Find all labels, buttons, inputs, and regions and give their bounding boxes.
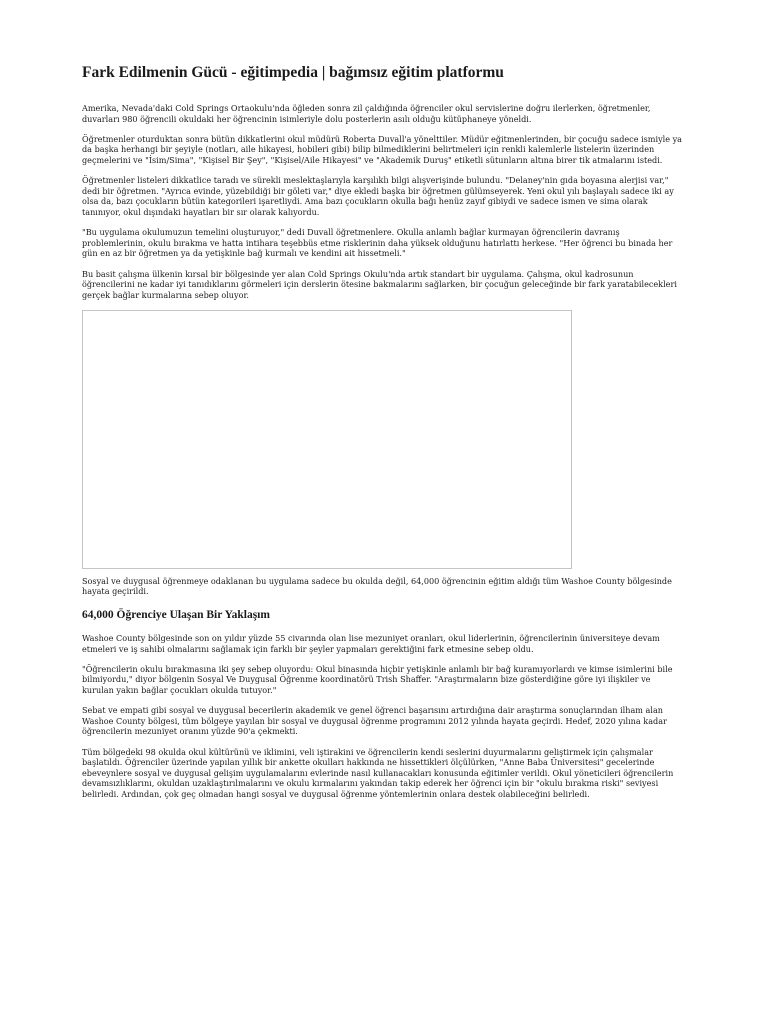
paragraph: Amerika, Nevada'daki Cold Springs Ortaokulu'nda öğleden sonra zil çaldığında öğrenciler okul servislerine doğru ilerlerken, öğretmenler, duvarları 980 öğrencili okuldaki her öğrencinin isimleriyle dolu posterlerin asılı olduğu kütüphaneye yöneldi.	[82, 103, 651, 124]
paragraph: "Bu uygulama okulumuzun temelini oluşturuyor," dedi Duvall öğretmenlere. Okulla anlamlı bağlar kurmayan öğrencilerin davranış problemlerinin, okulu bırakma ve hatta intihara teşebbüs etme risklerinin daha yüksek olduğunu hatırlattı herkese. "Her öğrenci bu binada her gün en az bir öğretmen ya da yetişkinle bağ kurmalı ve kendini ait hissetmeli."	[82, 227, 673, 259]
paragraph: Bu basit çalışma ülkenin kırsal bir bölgesinde yer alan Cold Springs Okulu'nda artık standart bir uygulama. Çalışma, okul kadrosunun öğrencilerini ne kadar iyi tanıdıklarını görmeleri için derslerin ötesine bakmalarını sağlarken, bir çocuğun geleceğinde bir fark yaratabilecekleri gerçek bağlar kurmalarına sebep oluyor.	[82, 268, 677, 300]
paragraph: Washoe County bölgesinde son on yıldır yüzde 55 civarında olan lise mezuniyet oranları, okul liderlerinin, öğrencilerinin üniversiteye devam etmeleri ve iş sahibi olmalarını sağlamak için farklı bir şeyler yapmaları gerektiğini fark etmesine sebep oldu.	[82, 633, 660, 654]
paragraph: Tüm bölgedeki 98 okulda okul kültürünü ve iklimini, veli iştirakini ve öğrencilerin kendi seslerini duyurmalarını geliştirmek için çalışmalar başlatıldı. Öğrenciler üzerinde yapılan yıllık bir ankette okulları hakkında ne hissettikleri ölçülürken, "Anne Baba Üniversitesi" gecelerinde ebeveynlere sosyal ve duygusal gelişim uygulamalarını evlerinde nasıl kullanacakları konusunda eğitimler verildi. Okul yöneticileri öğrencilerin devamsızlıklarını, okuldan uzaklaştırılmalarını ve okulu kırmalarını yakından takip ederek her öğrenci için bir "okulu bırakma riski" seviyesi belirledi. Ardından, çok geç olmadan hangi sosyal ve duygusal öğrenme yöntemlerinin onlara destek olabileceğini belirledi.	[82, 746, 674, 799]
article-image	[82, 310, 572, 569]
paragraph: "Öğrencilerin okulu bırakmasına iki şey sebep oluyordu: Okul binasında hiçbir yetişkinle anlamlı bir bağ kuramıyorlardı ve kimse isimlerini bile bilmiyordu," diyor bölgenin Sosyal Ve Duygusal Öğrenme koordinatörü Trish Shaffer. "Araştırmaların bize gösterdiğine göre iyi ilişkiler ve kurulan yakın bağlar çocukları okulda tutuyor."	[82, 663, 673, 696]
paragraph: Öğretmenler listeleri dikkatlice taradı ve sürekli meslektaşlarıyla karşılıklı bilgi alışverişinde bulundu. "Delaney'nin gıda boyasına alerjisi var," dedi bir öğretmen. "Ayrıca evinde, yüzebildiği bir göleti var," diye ekledi başka bir öğretmen gülümseyerek. Yeni okul yılı başlayalı sadece iki ay olsa da, bazı çocukların bütün kategorileri işaretliydi. Ama bazı çocukların okulla bağı henüz zayıf gibiydi ve sadece ismen ve sima olarak tanınıyor, okul dışındaki hayatları bir sır olarak kalıyordu.	[82, 175, 674, 217]
figure-caption: Sosyal ve duygusal öğrenmeye odaklanan bu uygulama sadece bu okulda değil, 64,000 öğrencinin eğitim aldığı tüm Washoe County bölgesinde hayata geçirildi.	[82, 575, 672, 597]
page-title: Fark Edilmenin Gücü - eğitimpedia | bağımsız eğitim platformu	[82, 64, 504, 81]
paragraph: Sebat ve empati gibi sosyal ve duygusal becerilerin akademik ve genel öğrenci başarısını artırdığına dair araştırma sonuçlarından ilham alan Washoe County bölgesi, tüm bölgeye yayılan bir sosyal ve duygusal öğrenme programını 2012 yılında hayata geçirdi. Hedef, 2020 yılına kadar öğrencilerin mezuniyet oranını yüzde 90'a çekmekti.	[82, 705, 667, 737]
paragraph: Öğretmenler oturduktan sonra bütün dikkatlerini okul müdürü Roberta Duvall'a yönelttiler. Müdür eğitmenlerinden, bir çocuğu sadece ismiyle ya da başka herhangi bir şeyiyle (notları, aile hikayesi, hobileri gibi) bilip bilmediklerini belirtmeleri için renkli kalemlerle listelerin üzerinden geçmelerini ve "İsim/Sima", "Kişisel Bir Şey", "Kişisel/Aile Hikayesi" ve "Akademik Duruş" etiketli sütunların altına birer tik atmalarını istedi.	[82, 133, 682, 165]
section-heading: 64,000 Öğrenciye Ulaşan Bir Yaklaşım	[82, 609, 270, 622]
article	[82, 62, 682, 809]
